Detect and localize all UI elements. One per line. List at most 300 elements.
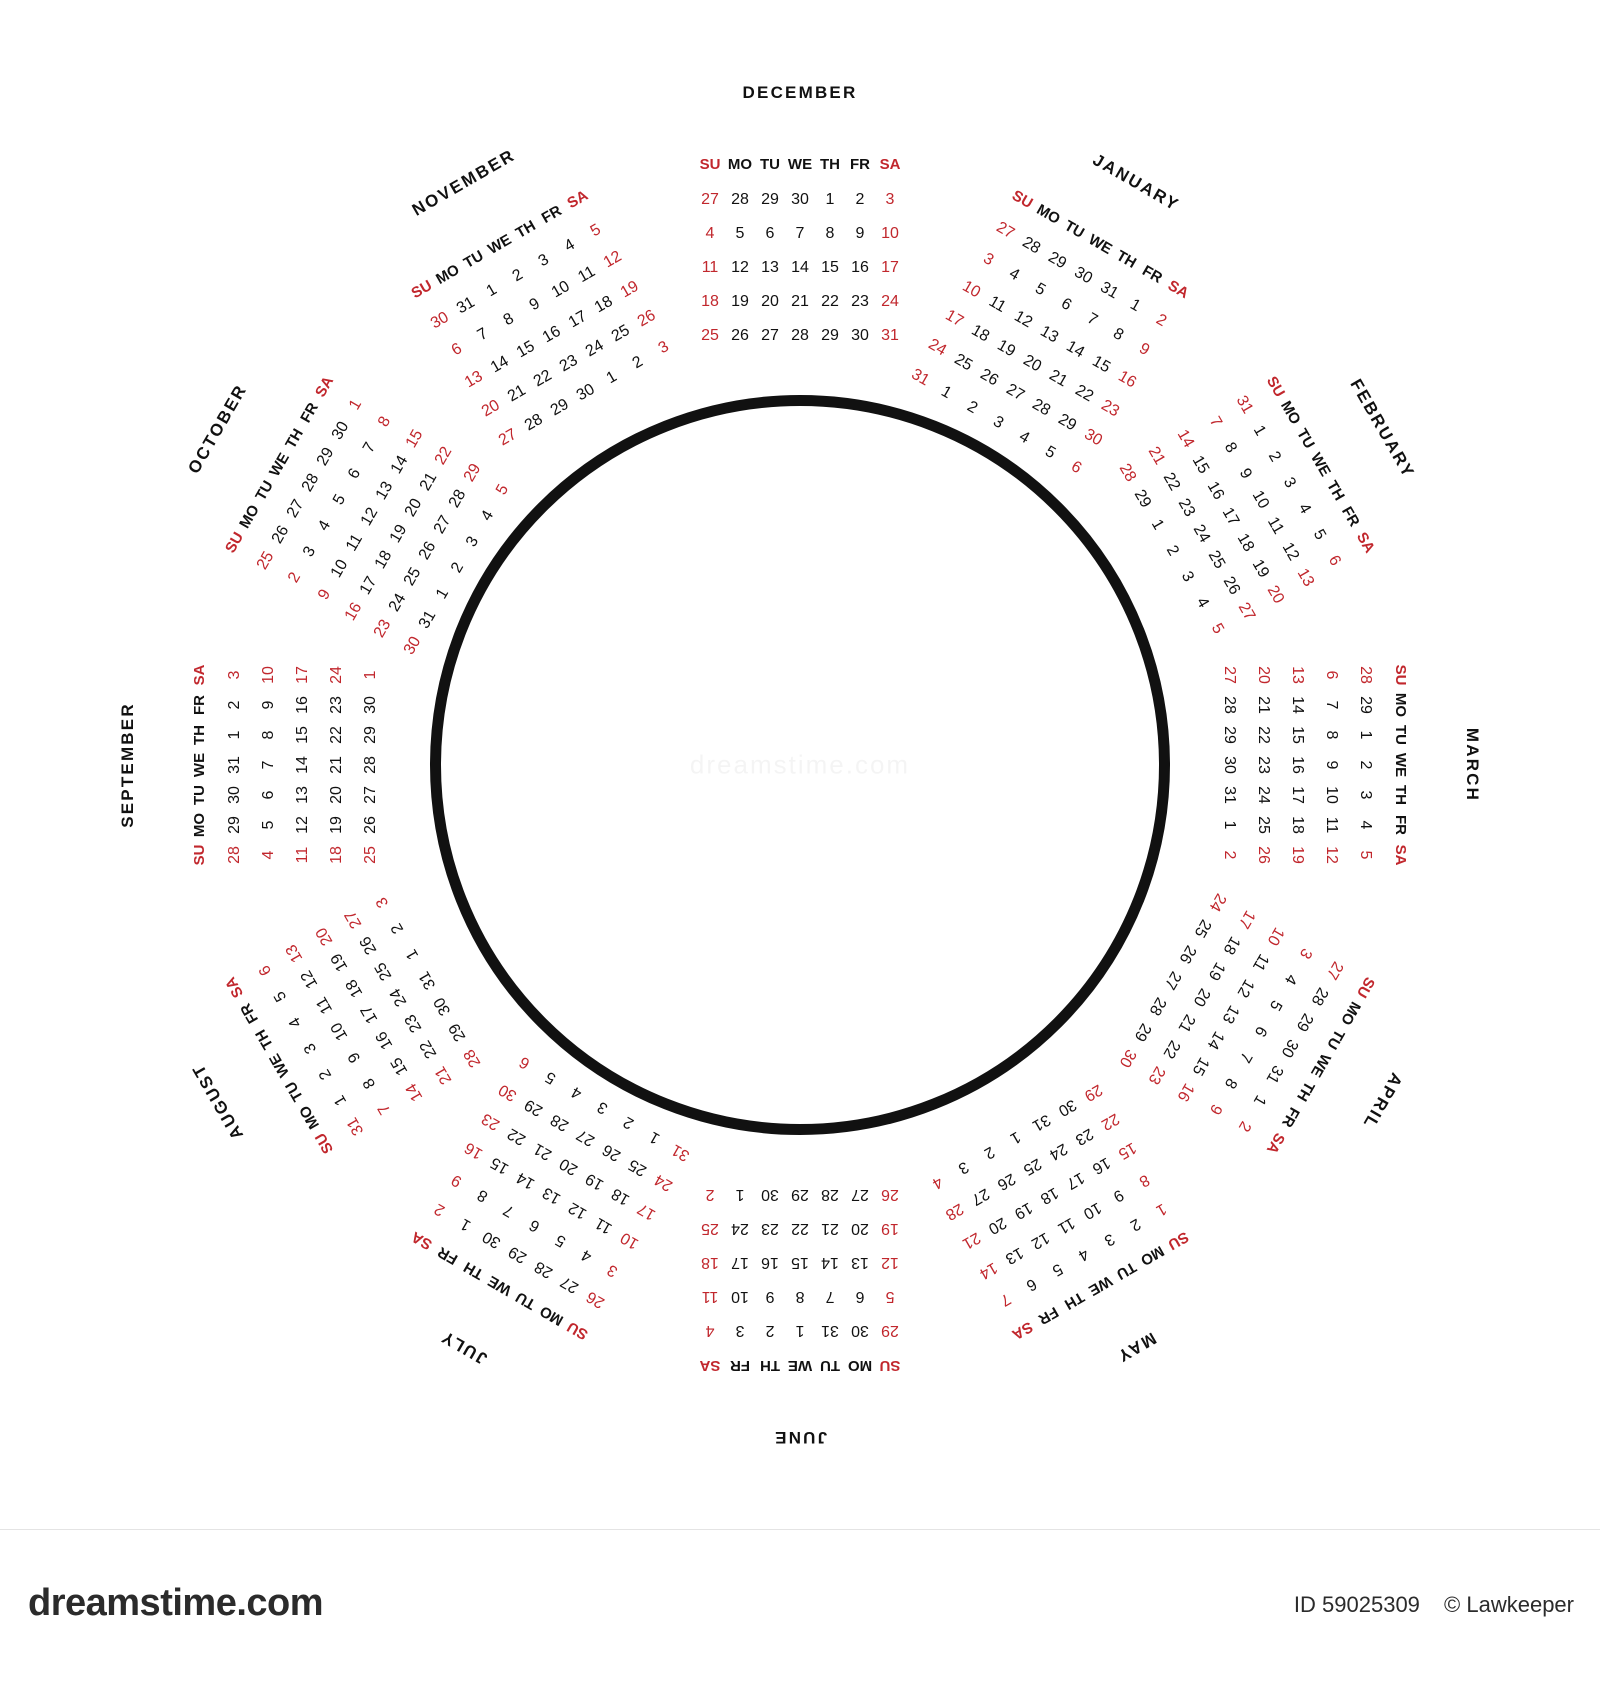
day-cell: 5 <box>587 220 604 240</box>
weekday-header-row <box>695 156 905 174</box>
footer-meta <box>1294 1592 1574 1618</box>
day-cell: 13 <box>539 1184 564 1208</box>
image-id: ID 59025309 <box>1293 1592 1420 1617</box>
weekday-header-fr: FR <box>1139 262 1166 288</box>
day-cell: 28 <box>1145 993 1169 1018</box>
day-cell: 12 <box>357 504 381 529</box>
day-cell: 1 <box>603 368 620 388</box>
weekday-header-we: WE <box>787 156 813 173</box>
day-cell: 26 <box>993 1169 1018 1194</box>
day-cell: 3 <box>226 670 243 680</box>
day-cell: 30 <box>495 1080 520 1104</box>
day-cell: 19 <box>386 521 411 546</box>
day-cell: 8 <box>360 1074 380 1091</box>
day-cell: 27 <box>1221 666 1238 684</box>
day-cell: 30 <box>1080 426 1105 450</box>
day-cell: 13 <box>1293 565 1318 590</box>
weekday-header-su: SU <box>191 844 208 866</box>
month-name: FEBRUARY <box>1346 375 1419 482</box>
day-cell: 30 <box>362 696 379 714</box>
day-cell: 2 <box>226 700 243 710</box>
day-cell: 4 <box>1005 265 1022 285</box>
day-cell: 1 <box>646 1127 663 1148</box>
day-cell: 7 <box>360 439 380 456</box>
day-cell: 30 <box>400 633 425 658</box>
day-cell: 11 <box>1249 950 1273 974</box>
day-cell: 2 <box>705 1186 715 1203</box>
day-cell: 7 <box>996 1290 1013 1310</box>
day-cell: 23 <box>556 351 581 376</box>
weekday-header-fr: FR <box>434 1242 461 1268</box>
day-cell: 28 <box>1307 983 1332 1008</box>
weekday-header-fr: FR <box>730 1357 750 1374</box>
day-cell: 2 <box>1235 1117 1255 1134</box>
day-cell: 25 <box>1255 816 1272 834</box>
day-cell: 4 <box>477 507 498 524</box>
day-cell: 12 <box>600 247 625 272</box>
day-cell: 2 <box>620 1112 637 1133</box>
day-cell: 19 <box>881 1220 899 1237</box>
day-cell: 19 <box>993 336 1018 361</box>
day-cell: 26 <box>583 1287 608 1312</box>
day-cell: 4 <box>315 517 335 534</box>
week-row <box>328 660 346 870</box>
day-cell: 6 <box>516 1052 533 1073</box>
day-cell: 25 <box>371 958 396 983</box>
day-cell: 11 <box>591 1214 615 1238</box>
day-cell: 2 <box>855 191 865 208</box>
day-cell: 4 <box>260 850 277 860</box>
day-cell: 31 <box>1096 278 1121 303</box>
day-cell: 17 <box>1289 786 1306 804</box>
day-cell: 3 <box>604 1260 621 1280</box>
day-cell: 17 <box>881 259 899 276</box>
day-cell: 27 <box>1322 957 1347 982</box>
day-cell: 16 <box>1204 478 1228 503</box>
day-cell: 26 <box>881 1186 899 1203</box>
day-cell: 22 <box>821 293 839 310</box>
weekday-header-fr: FR <box>1392 815 1409 835</box>
day-cell: 14 <box>294 756 311 774</box>
day-cell: 22 <box>1071 381 1096 406</box>
day-cell: 21 <box>821 1220 839 1237</box>
weekday-header-fr: FR <box>1035 1302 1062 1328</box>
day-cell: 14 <box>1289 696 1306 714</box>
day-cell: 8 <box>1220 1074 1240 1091</box>
month-name: DECEMBER <box>742 83 858 102</box>
weekday-header-sa: SA <box>191 664 208 686</box>
day-cell: 4 <box>578 1245 595 1265</box>
day-cell: 2 <box>388 919 408 936</box>
day-cell: 15 <box>1189 452 1213 477</box>
weekday-header-tu: TU <box>512 1287 539 1313</box>
day-cell: 15 <box>487 1154 512 1178</box>
day-cell: 1 <box>226 730 243 740</box>
day-cell: 23 <box>1255 756 1272 774</box>
day-cell: 20 <box>328 786 345 804</box>
day-cell: 18 <box>701 1254 719 1271</box>
day-cell: 10 <box>731 1288 749 1305</box>
day-cell: 28 <box>1115 460 1139 485</box>
weekday-header-mo: MO <box>1276 398 1304 428</box>
day-cell: 9 <box>855 225 865 242</box>
day-cell: 3 <box>535 250 552 270</box>
day-cell: 26 <box>976 366 1001 390</box>
day-cell: 20 <box>312 923 336 948</box>
weekday-header-th: TH <box>1113 247 1140 273</box>
day-cell: 17 <box>1219 504 1243 529</box>
day-cell: 21 <box>1174 1010 1199 1035</box>
weekday-header-su: SU <box>1392 664 1409 686</box>
week-row <box>226 660 244 870</box>
week-row <box>695 225 905 243</box>
day-cell: 25 <box>950 351 975 375</box>
day-cell: 13 <box>1036 322 1061 346</box>
day-cell: 3 <box>979 250 996 270</box>
day-cell: 3 <box>1100 1230 1117 1250</box>
day-cell: 7 <box>260 760 277 770</box>
day-cell: 3 <box>1280 474 1300 491</box>
day-cell: 15 <box>791 1254 809 1271</box>
weekday-header-we: WE <box>485 231 515 259</box>
day-cell: 30 <box>1115 1045 1139 1070</box>
day-cell: 27 <box>761 327 779 344</box>
day-cell: 13 <box>461 367 486 391</box>
weekday-header-th: TH <box>512 217 539 243</box>
month-name: JUNE <box>772 1428 828 1447</box>
day-cell: 2 <box>1265 448 1285 465</box>
day-cell: 21 <box>504 381 529 406</box>
day-cell: 6 <box>1057 295 1074 315</box>
day-cell: 5 <box>1207 620 1227 637</box>
week-row <box>1254 660 1272 870</box>
day-cell: 20 <box>556 1154 581 1179</box>
day-cell: 11 <box>313 993 337 1017</box>
day-cell: 28 <box>1028 396 1053 420</box>
day-cell: 18 <box>328 846 345 864</box>
day-cell: 28 <box>731 191 749 208</box>
day-cell: 1 <box>1147 516 1167 533</box>
weekday-header-sa: SA <box>564 187 591 213</box>
day-cell: 11 <box>985 292 1009 316</box>
day-cell: 23 <box>478 1109 503 1134</box>
day-cell: 27 <box>557 1272 582 1297</box>
day-cell: 30 <box>1070 263 1095 288</box>
day-cell: 2 <box>765 1322 775 1339</box>
day-cell: 30 <box>1054 1095 1079 1119</box>
day-cell: 21 <box>791 293 809 310</box>
week-row <box>695 1321 905 1339</box>
day-cell: 18 <box>371 547 396 572</box>
day-cell: 11 <box>294 846 311 864</box>
day-cell: 28 <box>1357 666 1374 684</box>
day-cell: 28 <box>547 1110 572 1134</box>
weekday-header-tu: TU <box>1061 217 1088 243</box>
day-cell: 31 <box>1028 1110 1053 1134</box>
day-cell: 13 <box>372 478 396 503</box>
day-cell: 21 <box>431 1062 456 1087</box>
day-cell: 3 <box>300 1039 320 1056</box>
weekday-header-th: TH <box>820 156 840 173</box>
weekday-header-tu: TU <box>252 477 278 504</box>
day-cell: 23 <box>1071 1124 1096 1149</box>
day-cell: 9 <box>448 1170 465 1190</box>
day-cell: 12 <box>1234 975 1258 1000</box>
day-cell: 12 <box>565 1199 590 1223</box>
day-cell: 5 <box>1031 280 1048 300</box>
day-cell: 27 <box>992 218 1017 243</box>
day-cell: 27 <box>701 191 719 208</box>
day-cell: 8 <box>825 225 835 242</box>
day-cell: 9 <box>260 700 277 710</box>
center-ring <box>430 395 1170 1135</box>
day-cell: 16 <box>341 599 366 624</box>
day-cell: 18 <box>342 975 366 1000</box>
day-cell: 6 <box>526 1215 543 1235</box>
day-cell: 14 <box>1204 1027 1228 1052</box>
weekday-header-tu: TU <box>1292 425 1318 452</box>
day-cell: 14 <box>821 1254 839 1271</box>
month-name: SEPTEMBER <box>118 702 137 828</box>
weekday-header-we: WE <box>191 752 208 778</box>
day-cell: 8 <box>1220 439 1240 456</box>
weekday-header-th: TH <box>282 425 308 452</box>
day-cell: 23 <box>371 616 395 641</box>
day-cell: 6 <box>1325 552 1345 569</box>
day-cell: 29 <box>1130 1019 1154 1044</box>
day-cell: 20 <box>851 1220 869 1237</box>
day-cell: 24 <box>328 666 345 684</box>
day-cell: 18 <box>1289 816 1306 834</box>
day-cell: 7 <box>1083 310 1100 330</box>
weekday-header-we: WE <box>266 1050 294 1080</box>
weekday-header-sa: SA <box>1262 1129 1288 1157</box>
day-cell: 16 <box>1174 1079 1198 1104</box>
day-cell: 1 <box>735 1186 745 1203</box>
day-cell: 28 <box>226 846 243 864</box>
weekday-header-we: WE <box>1085 231 1115 259</box>
day-cell: 30 <box>427 308 452 333</box>
weekday-header-su: SU <box>312 1129 338 1157</box>
site-brand <box>28 1582 323 1625</box>
day-cell: 14 <box>513 1169 538 1193</box>
day-cell: 21 <box>1255 696 1272 714</box>
week-row <box>695 1185 905 1203</box>
day-cell: 27 <box>851 1186 869 1203</box>
weekday-header-fr: FR <box>1277 1104 1303 1131</box>
day-cell: 29 <box>521 1095 546 1119</box>
week-row <box>294 660 312 870</box>
weekday-header-tu: TU <box>1113 1257 1140 1283</box>
day-cell: 9 <box>1235 465 1255 482</box>
day-cell: 6 <box>855 1288 865 1305</box>
day-cell: 29 <box>226 816 243 834</box>
day-cell: 25 <box>608 321 633 346</box>
day-cell: 3 <box>594 1097 611 1118</box>
day-cell: 22 <box>416 1036 441 1061</box>
day-cell: 28 <box>941 1199 966 1224</box>
day-cell: 2 <box>1162 542 1182 559</box>
day-cell: 10 <box>1264 923 1288 948</box>
day-cell: 24 <box>1205 889 1229 914</box>
day-cell: 5 <box>542 1067 559 1088</box>
day-cell: 31 <box>1221 786 1238 804</box>
day-cell: 5 <box>885 1288 895 1305</box>
week-row <box>695 191 905 209</box>
day-cell: 4 <box>561 235 578 255</box>
day-cell: 20 <box>1264 582 1288 607</box>
day-cell: 26 <box>634 306 659 331</box>
day-cell: 16 <box>1114 367 1139 391</box>
day-cell: 27 <box>1234 599 1259 624</box>
day-cell: 4 <box>705 225 715 242</box>
day-cell: 6 <box>1323 670 1340 680</box>
day-cell: 10 <box>1079 1198 1104 1223</box>
day-cell: 11 <box>1323 816 1340 834</box>
weekday-header-tu: TU <box>1392 725 1409 745</box>
day-cell: 29 <box>446 1019 470 1044</box>
day-cell: 9 <box>314 586 334 603</box>
day-cell: 19 <box>731 293 749 310</box>
day-cell: 3 <box>1295 944 1315 961</box>
weekday-header-tu: TU <box>460 247 487 273</box>
day-cell: 19 <box>617 277 642 301</box>
day-cell: 20 <box>984 1214 1009 1238</box>
day-cell: 22 <box>328 726 345 744</box>
day-cell: 27 <box>967 1184 992 1209</box>
day-cell: 7 <box>1323 700 1340 710</box>
day-cell: 3 <box>300 543 320 560</box>
day-cell: 27 <box>341 906 366 931</box>
day-cell: 30 <box>851 327 869 344</box>
day-cell: 8 <box>795 1288 805 1305</box>
weekday-header-sa: SA <box>1392 844 1409 866</box>
day-cell: 24 <box>1045 1139 1070 1164</box>
day-cell: 6 <box>255 961 275 978</box>
day-cell: 27 <box>362 786 379 804</box>
day-cell: 18 <box>1219 932 1244 957</box>
day-cell: 18 <box>591 292 616 316</box>
day-cell: 29 <box>1130 486 1154 511</box>
weekday-header-fr: FR <box>191 695 208 715</box>
weekday-header-su: SU <box>564 1317 591 1343</box>
day-cell: 24 <box>881 293 899 310</box>
weekday-header-we: WE <box>485 1271 515 1299</box>
weekday-header-th: TH <box>1292 1078 1318 1105</box>
day-cell: 29 <box>313 444 338 469</box>
day-cell: 4 <box>1280 970 1300 987</box>
day-cell: 12 <box>731 259 749 276</box>
day-cell: 23 <box>1174 495 1199 520</box>
day-cell: 21 <box>1144 443 1169 468</box>
day-cell: 4 <box>568 1082 585 1103</box>
day-cell: 2 <box>1152 310 1169 330</box>
day-cell: 2 <box>980 1142 997 1162</box>
day-cell: 28 <box>1018 233 1043 258</box>
day-cell: 5 <box>1357 850 1374 860</box>
day-cell: 29 <box>791 1186 809 1203</box>
weekday-header-su: SU <box>1262 373 1288 401</box>
day-cell: 27 <box>573 1125 598 1149</box>
day-cell: 11 <box>574 263 598 287</box>
month-name: MAY <box>1112 1328 1160 1367</box>
day-cell: 15 <box>1088 352 1113 376</box>
weekday-header-th: TH <box>1322 477 1348 504</box>
day-cell: 29 <box>1221 726 1238 744</box>
weekday-header-su: SU <box>1352 974 1378 1001</box>
day-cell: 4 <box>1192 594 1212 611</box>
day-cell: 1 <box>1152 1200 1169 1220</box>
month-name: NOVEMBER <box>408 145 519 220</box>
day-cell: 10 <box>958 277 983 301</box>
day-cell: 27 <box>431 512 455 537</box>
weekday-header-row <box>191 660 209 870</box>
day-cell: 20 <box>1189 984 1214 1009</box>
day-cell: 17 <box>565 307 590 331</box>
weekday-header-mo: MO <box>433 261 463 289</box>
day-cell: 17 <box>294 666 311 684</box>
day-cell: 20 <box>401 495 426 520</box>
week-row <box>1220 660 1238 870</box>
weekday-header-su: SU <box>1009 187 1036 213</box>
week-row <box>260 660 278 870</box>
day-cell: 9 <box>1109 1185 1126 1205</box>
day-cell: 25 <box>401 564 425 589</box>
day-cell: 7 <box>1205 413 1225 430</box>
day-cell: 5 <box>735 225 745 242</box>
day-cell: 13 <box>1289 666 1306 684</box>
footer-bar <box>0 1529 1600 1690</box>
day-cell: 28 <box>298 470 323 495</box>
day-cell: 1 <box>1250 422 1270 439</box>
weekday-header-fr: FR <box>237 1000 263 1027</box>
week-row <box>1288 660 1306 870</box>
weekday-header-sa: SA <box>408 1227 436 1253</box>
day-cell: 29 <box>1292 1009 1317 1034</box>
day-cell: 12 <box>1323 846 1340 864</box>
day-cell: 1 <box>432 585 453 602</box>
day-cell: 25 <box>701 1220 719 1237</box>
day-cell: 22 <box>1159 1036 1184 1061</box>
day-cell: 10 <box>881 225 899 242</box>
day-cell: 8 <box>260 730 277 740</box>
day-cell: 11 <box>1054 1213 1078 1237</box>
day-cell: 22 <box>1255 726 1272 744</box>
day-cell: 1 <box>1006 1127 1023 1147</box>
weekday-header-th: TH <box>1061 1287 1088 1313</box>
day-cell: 2 <box>629 353 646 373</box>
day-cell: 2 <box>509 265 526 285</box>
weekday-header-we: WE <box>266 450 294 480</box>
day-cell: 1 <box>1126 295 1143 315</box>
day-cell: 24 <box>386 984 411 1009</box>
day-cell: 6 <box>448 340 465 360</box>
day-cell: 21 <box>1045 366 1070 391</box>
day-cell: 1 <box>1357 730 1374 740</box>
day-cell: 31 <box>453 293 478 318</box>
day-cell: 23 <box>328 696 345 714</box>
day-cell: 21 <box>328 756 345 774</box>
day-cell: 6 <box>1250 1022 1270 1039</box>
day-cell: 21 <box>958 1229 983 1253</box>
day-cell: 18 <box>1036 1184 1061 1208</box>
weekday-header-sa: SA <box>699 1357 721 1374</box>
weekday-header-tu: TU <box>191 785 208 805</box>
day-cell: 18 <box>701 293 719 310</box>
day-cell: 25 <box>701 327 719 344</box>
month-name: OCTOBER <box>184 380 251 477</box>
day-cell: 1 <box>403 945 423 962</box>
